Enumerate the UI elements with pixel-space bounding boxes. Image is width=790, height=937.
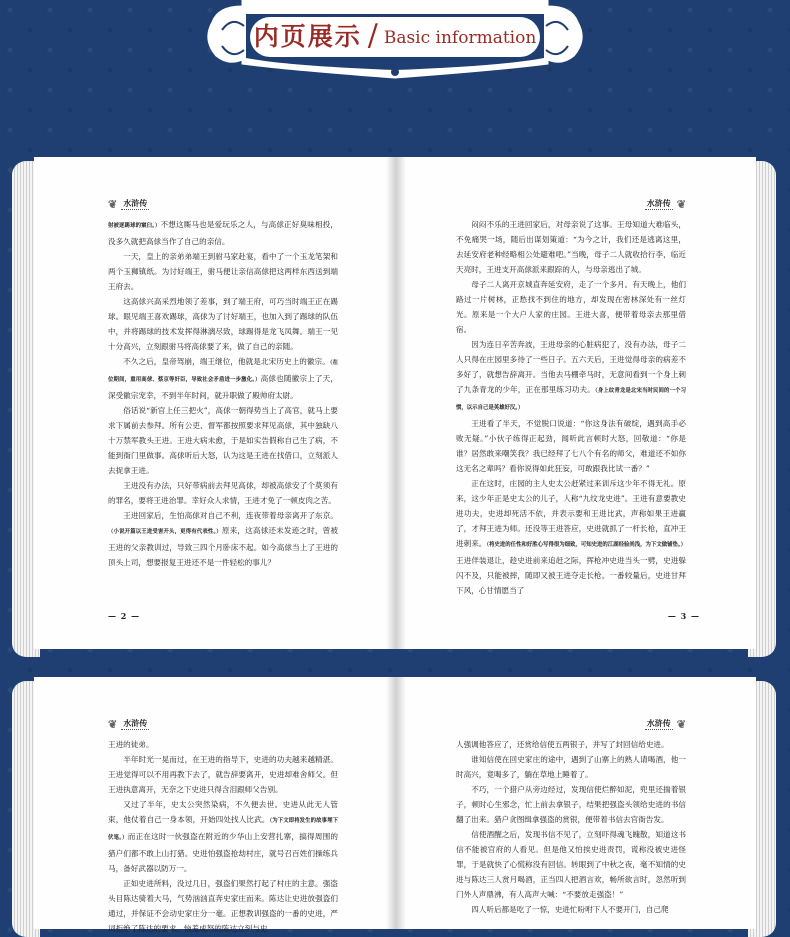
paragraph: 这高俅兴高采烈地领了差事，到了端王府，可巧当时端王正在踢球。眼见端王喜欢踢球，高俅为了讨好端王，也加入到了踢球的队伍中，并将踢球的技术发挥得淋漓尽致，球踢得是龙飞凤舞。端王一见十分高兴，立刻跟驸马将高俅要了来，做了自己的亲随。 <box>108 297 338 351</box>
banner-title-cn: 内页展示 <box>253 22 362 51</box>
paragraph: 王进回家后，生怕高俅对自己不利，连夜带着母亲离开了东京。（小说开篇以王进受害开头，更得有代表性。）原来，这高俅还未发迹之时，曾被王进的父亲教训过，导致三四个月卧床不起。如今高俅当上了王进的顶头上司，想要报复王进还不是一件轻松的事儿？ <box>108 511 338 567</box>
annotation: （为下文即将发生的故事埋下伏笔。） <box>108 818 338 841</box>
paragraph: 闷闷不乐的王进回家后，对母亲说了这事。王母知道大难临头，不免痛哭一场，随后出谋划策道：“为今之计，我们还是逃离这里，去延安府老种经略相公处避难吧。”当晚，母子二人就收拾行李，临近天亮时，王进支开高俅派来跟踪的人，与母亲逃出了城。 <box>456 220 686 274</box>
running-head-title: 水浒传 <box>646 198 671 208</box>
page-body <box>108 737 338 936</box>
page-body <box>108 217 338 570</box>
paragraph: 四人听后都是吃了一惊，史进忙吩咐下人不要开门，自己爬 <box>471 905 669 914</box>
banner-separator: / <box>367 17 378 53</box>
paragraph: 射被逐踢球的窠臼。）不想这厮马也是爱玩乐之人，与高俅正好臭味相投，没多久就把高俅当作了自己的亲信。 <box>108 220 338 246</box>
book-icon: ❦ <box>108 197 118 211</box>
paragraph: 母子二人离开京城直奔延安府，走了一个多月。有天晚上，他们路过一片树林，正愁找不到住的地方，却发现在密林深处有一丝灯光。原来是一个大户人家的庄园。王进大喜，便带着母亲去那里借宿。 <box>456 280 686 334</box>
paragraph: 不久之后，皇帝驾崩，端王继位，他就是北宋历史上的徽宗。（在位期间，重用高俅、蔡京等奸臣，导致社会矛盾进一步激化。）高俅也随徽宗上了天，深受徽宗宠幸，不到半年时间，就升职做了殿帅府太尉。 <box>108 357 338 400</box>
page-number: — 3 — <box>667 611 700 621</box>
paragraph: 俗话说“新官上任三把火”，高俅一朝得势当上了高官，就马上要求下属前去参拜。所有公吏、督军都按照要求拜见高俅，其中独缺八十万禁军教头王进。王进大病未愈，于是如实告假称自己生了病，不能到衙门里做事。高俅听后大怒，认为这是王进在找借口，立刻派人去捉拿王进。 <box>108 406 338 475</box>
annotation: （在位期间，重用高俅、蔡京等奸臣，导致社会矛盾进一步激化。） <box>108 360 338 383</box>
book-spread-2 <box>12 677 776 937</box>
book-icon: ❦ <box>676 717 686 731</box>
banner-title <box>250 14 540 56</box>
annotation: （将史进的任性和好胜心写得很为细致，可知史进的江湖经验尚浅，为下文做铺垫。） <box>486 542 687 548</box>
paragraph: 半年时光一晃而过，在王进的指导下，史进的功夫越来越精湛。王进觉得可以不用再教下去了，就告辞要离开，史进却难舍师父。但王进执意离开，无奈之下史进只得含泪跟师父告别。 <box>108 755 338 794</box>
book-icon: ❦ <box>676 197 686 211</box>
annotation: （小说开篇以王进受害开头，更得有代表性。） <box>108 529 222 535</box>
paragraph: 信使酒醒之后，发现书信不见了，立刻吓得魂飞魄散，知道这书信不能被官府的人看见。但是他又怕挨史进责罚，谎称没被史进怪罪，于是就快了心慌称没有回信。转眼到了中秋之夜，毫不知情的史进与陈达三人赏月喝酒，正当四人把酒言欢，畅所欲言时，忽然听到门外人声鼎沸，有人高声大喊：“不要放走强盗！” <box>456 830 686 899</box>
running-head <box>108 717 338 731</box>
book-spine <box>386 677 406 929</box>
running-head-title: 水浒传 <box>123 718 148 728</box>
page-5 <box>396 677 756 929</box>
page-number: — 2 — <box>108 611 141 621</box>
paragraph: 王进看了半天，不觉脱口说道：“你这身法有破绽，遇到高手必败无疑。”小伙子练得正起劲，闻听此言顿时大怒，回敬道：“你是谁？居然敢来嘲笑我？我已经拜了七八个有名的师父，难道还不如你这无名之辈吗？看你说得如此狂妄，可敢跟我比试一番？” <box>456 419 686 473</box>
paragraph: 又过了半年，史太公突然染病，不久便去世。史进从此无人管束，他仗着自己一身本领，开始四处找人比武。（为下文即将发生的故事埋下伏笔。）而正在这时一伙强盗在附近的少华山上安营扎寨，搞得周围的猎户们都不敢上山打猎。史进怕强盗抢劫村庄，就号召百姓们操练兵马，备好武器以防万一。 <box>108 800 338 873</box>
paragraph: 王进没有办法，只好带病前去拜见高俅，却被高俅安了个莫须有的罪名，要将王进治罪。幸好众人求情，王进才免了一顿皮肉之苦。 <box>108 481 338 505</box>
running-head-title: 水浒传 <box>123 198 148 208</box>
book-spine <box>386 157 406 649</box>
annotation: 射被逐踢球的窠臼。） <box>108 223 161 229</box>
banner-title-en: Basic information <box>383 28 537 48</box>
paragraph: 因为连日辛苦奔波，王进母亲的心脏病犯了，没有办法，母子二人只得在庄园里多待了一些日子。五六天后，王进觉得母亲的病差不多好了，就想告辞离开。当他去马棚牵马时，无意间看到一个身上刺了九条青龙的少年，正在那里练习功夫。（身上纹青龙是北宋当时民间的一个习惯，以示自己是英雄好汉。） <box>456 340 686 411</box>
page-body <box>456 217 686 598</box>
header-banner <box>202 0 588 80</box>
page-4 <box>34 677 396 933</box>
running-head <box>456 197 686 211</box>
page-2 <box>34 157 396 649</box>
paragraph: 不巧，一个猎户从旁边经过，发现信使烂醉如泥，兜里还揣着银子，顿时心生邪念，忙上前去拿银子，结果把强盗头领给史进的书信翻了出来。猎户贪图缉拿强盗的赏银，便带着书信去官衙告发。 <box>456 785 686 824</box>
paragraph: 一天，皇上的亲弟弟端王到驸马家赴宴，看中了一个玉龙笔架和两个玉狮镇纸。为讨好端王，驸马便让亲信高俅把这两样东西送到端王府去。 <box>108 252 338 291</box>
paragraph: 谁知信使在回史家庄的途中，遇到了山寨上的熟人请喝酒，他一时高兴，竟喝多了，躺在草地上睡着了。 <box>456 755 686 779</box>
paragraph: 王进的徒弟。 <box>108 740 154 749</box>
running-head-title: 水浒传 <box>646 718 671 728</box>
page-3 <box>396 157 756 649</box>
paragraph: 人强调他答应了，还赏给信使五两银子，并写了封回信给史进。 <box>456 740 669 749</box>
page-body <box>456 737 686 917</box>
book-icon: ❦ <box>108 717 118 731</box>
paragraph: 正如史进所料，没过几日，强盗们果然打起了村庄的主意。强盗头目陈达骑着大马，气势汹汹直奔史家庄而来。陈达让史进放强盗们通过，并保证不会动史家庄分一毫。正想教训强盗的一番的史进，严词拒绝了陈达的要求。恼羞成怒的陈达立刻与史 <box>108 879 338 933</box>
paragraph: 正在这时，庄园的主人史太公赶紧过来训斥这少年不得无礼。原来，这少年正是史太公的儿子，人称“九纹龙史进”。王进有意要教史进功夫，史进却死活不依，并表示要和王进比武，声称如果王进赢了，才拜王进为师。还没等王进答应，史进就抓了一杆长枪，直冲王进刺来。（将史进的任性和好胜心写得很为细致，可知史进的江湖经验尚浅，为下文做铺垫。）王进佯装退让，趁史进前来追赶之际，挥枪冲史进当头一劈，史进躲闪不及，只能被摔，随即又被王进夺走长枪。一番较量后，史进甘拜下风，心甘情愿当了 <box>456 479 687 595</box>
annotation: （身上纹青龙是北宋当时民间的一个习惯，以示自己是英雄好汉。） <box>456 388 686 411</box>
running-head <box>108 197 338 211</box>
book-spread-1 <box>12 157 776 657</box>
running-head <box>456 717 686 731</box>
